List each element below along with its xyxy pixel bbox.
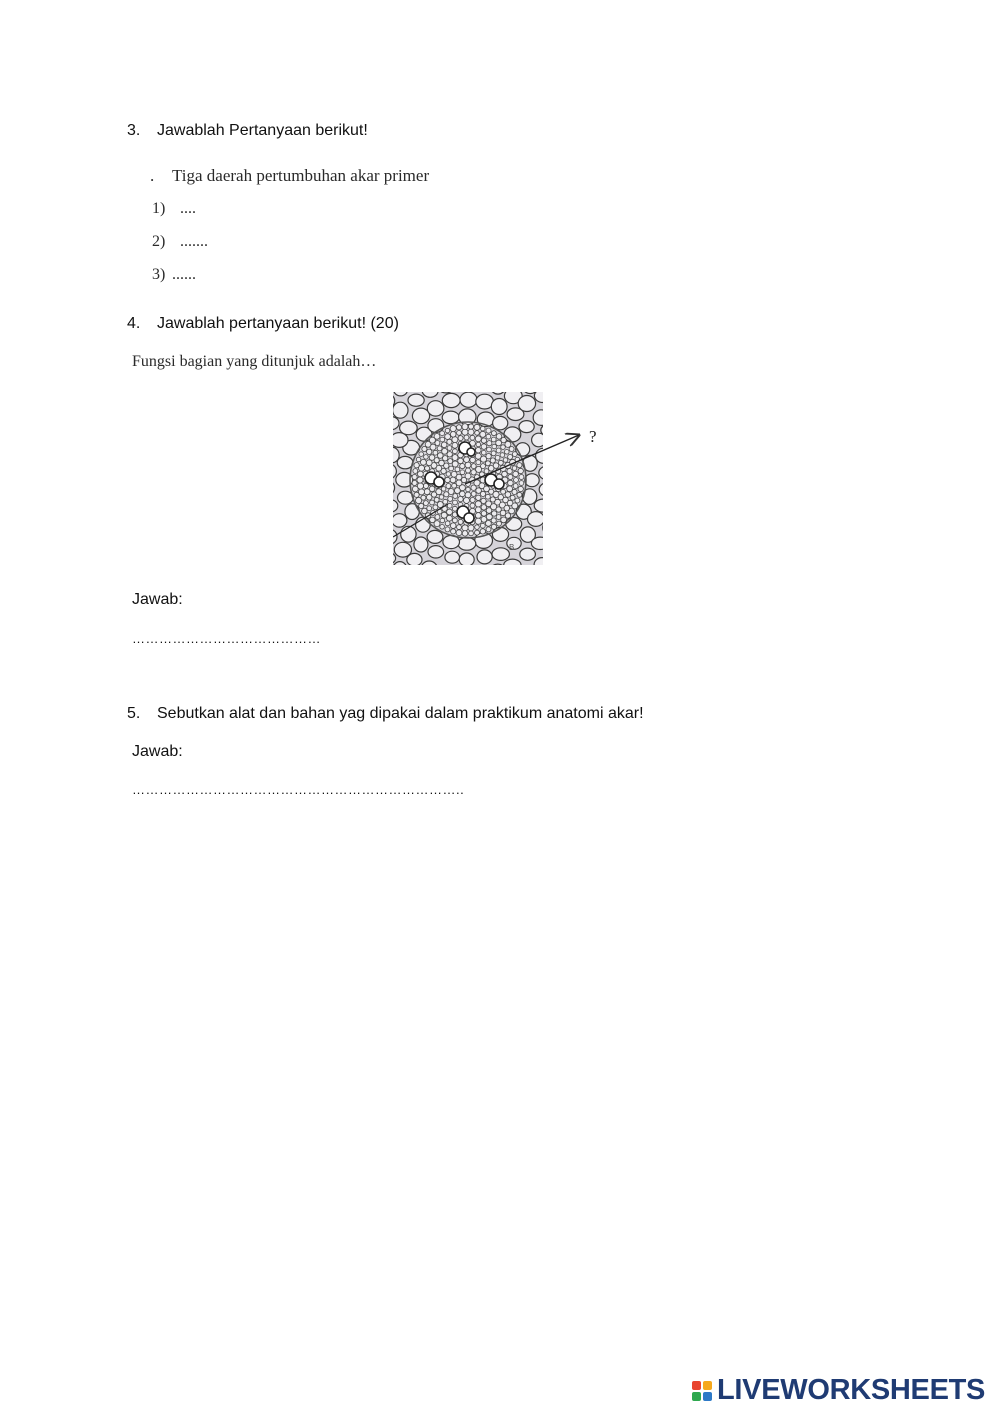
- tissue-cell: [573, 560, 590, 567]
- stele-cell: [442, 448, 448, 454]
- tissue-cell: [528, 512, 545, 527]
- item-number: 2): [152, 233, 166, 250]
- liveworksheets-logo: [692, 1374, 985, 1407]
- tissue-cell: [458, 537, 476, 550]
- logo-text: LIVEWORKSHEETS: [717, 1374, 986, 1406]
- stele-cell: [508, 454, 513, 459]
- question-4-heading: [127, 315, 399, 333]
- stele-cell: [501, 445, 506, 450]
- stele-cell: [501, 489, 506, 494]
- stele-cell: [496, 434, 502, 440]
- stele-cell: [439, 495, 444, 500]
- stele-cell: [497, 521, 502, 526]
- tissue-cell: [534, 558, 550, 567]
- stele-cell: [441, 487, 446, 492]
- stele-cell: [424, 489, 430, 495]
- question-3-title: Jawablah Pertanyaan berikut!: [157, 122, 368, 139]
- tissue-cell: [534, 499, 552, 512]
- stele-cell: [433, 450, 438, 455]
- stele-cell: [468, 525, 474, 531]
- stele-cell: [475, 431, 480, 436]
- stele-cell: [471, 464, 476, 469]
- stele-cell: [462, 531, 468, 537]
- stele-cell: [476, 442, 481, 447]
- stele-cell: [435, 441, 440, 446]
- stele-cell: [458, 436, 463, 441]
- stele-cell: [451, 471, 457, 477]
- stele-cell: [503, 458, 508, 463]
- stele-cell: [445, 527, 450, 532]
- stele-cell: [519, 475, 524, 480]
- stele-cell: [475, 507, 481, 513]
- stele-cell: [458, 458, 464, 464]
- tissue-cell: [533, 410, 549, 426]
- tissue-cell: [541, 424, 557, 436]
- stele-cell: [482, 450, 487, 455]
- stele-cell: [471, 491, 476, 496]
- stele-cell: [464, 497, 470, 503]
- question-3-subprompt: [150, 166, 429, 186]
- stele-cell: [464, 435, 469, 440]
- question-5-answer-line[interactable]: ………………………………………………………………..: [132, 782, 465, 797]
- stele-cell: [480, 491, 485, 496]
- stele-cell: [501, 517, 507, 523]
- tissue-cell: [571, 408, 588, 422]
- tissue-cell: [603, 497, 613, 510]
- tissue-cell: [547, 400, 562, 416]
- stele-cell: [491, 437, 496, 442]
- stele-cell: [496, 515, 501, 520]
- root-cross-section-diagram: [393, 392, 613, 567]
- stele-cell: [447, 509, 453, 515]
- stele-cell: [518, 468, 523, 473]
- item-answer-blank[interactable]: ....: [180, 200, 196, 217]
- stele-cell: [508, 474, 513, 479]
- stele-cell: [440, 518, 445, 523]
- stele-cell: [452, 443, 458, 449]
- stele-cell: [414, 492, 419, 497]
- question-4-title: Jawablah pertanyaan berikut! (20): [157, 315, 399, 332]
- tissue-cell: [525, 474, 539, 487]
- stele-cell: [450, 477, 456, 483]
- tissue-cell: [589, 457, 603, 472]
- tissue-cell: [534, 392, 551, 403]
- stele-cell: [435, 515, 440, 520]
- stele-cell: [487, 441, 492, 446]
- tissue-cell: [460, 392, 477, 407]
- stele-cell: [491, 431, 496, 436]
- tissue-cell: [556, 530, 571, 543]
- stele-cell: [508, 480, 514, 486]
- stele-cell: [430, 500, 435, 505]
- stele-cell: [481, 505, 486, 510]
- stele-cell: [505, 441, 511, 447]
- tissue-cell: [393, 514, 407, 527]
- stele-cell: [513, 471, 519, 477]
- stele-cell: [450, 432, 456, 438]
- tissue-cell: [583, 545, 600, 559]
- question-5-answer-label: Jawab:: [132, 743, 183, 760]
- stele-cell: [412, 480, 417, 485]
- tissue-cell: [532, 433, 546, 447]
- stele-cell: [458, 496, 463, 501]
- stele-cell: [441, 512, 447, 518]
- tissue-cell: [506, 518, 522, 531]
- stele-cell: [462, 424, 468, 430]
- stele-cell: [426, 460, 432, 466]
- stele-cell: [481, 464, 486, 469]
- stele-cell: [496, 448, 501, 453]
- stele-cell: [486, 521, 492, 527]
- stele-cell: [434, 434, 440, 440]
- stele-cell: [517, 492, 522, 497]
- tissue-cell: [585, 492, 603, 504]
- stele-cell: [513, 484, 518, 489]
- stele-cell: [423, 483, 428, 488]
- stele-cell: [486, 434, 491, 439]
- tissue-cell: [539, 466, 555, 480]
- tissue-cell: [571, 481, 585, 494]
- question-4-answer-label: Jawab:: [132, 591, 183, 608]
- stele-cell: [451, 529, 456, 534]
- question-3-item-3: [152, 266, 196, 284]
- stele-cell: [445, 521, 450, 526]
- stele-cell: [448, 459, 453, 464]
- question-3-item-2: [152, 233, 208, 251]
- stele-cell: [453, 518, 458, 523]
- tissue-cell: [550, 506, 566, 520]
- tissue-cell: [549, 564, 563, 567]
- stele-cell: [447, 439, 452, 444]
- tissue-cell: [408, 394, 424, 406]
- stele-cell: [445, 434, 451, 440]
- diagram-corner-mark: B: [509, 543, 515, 552]
- tissue-cell: [491, 399, 507, 415]
- question-3-heading: [127, 122, 368, 140]
- tissue-cell: [556, 491, 570, 504]
- stele-cell: [505, 450, 510, 455]
- tissue-cell: [584, 507, 600, 520]
- tissue-cell: [558, 415, 573, 428]
- stele-cell: [413, 469, 418, 474]
- tissue-cell: [428, 546, 444, 558]
- stele-cell: [475, 530, 480, 535]
- stele-cell: [447, 446, 452, 451]
- question-5-title: Sebutkan alat dan bahan yag dipakai dalam praktikum anatomi akar!: [157, 705, 644, 722]
- item-answer-blank[interactable]: .......: [180, 233, 208, 250]
- stele-cell: [492, 444, 497, 449]
- stele-cell: [457, 431, 462, 436]
- tissue-cell: [598, 431, 613, 444]
- tissue-cell: [591, 531, 607, 545]
- tissue-cell: [504, 559, 521, 567]
- question-5-number: 5.: [127, 705, 141, 722]
- stele-cell: [449, 466, 454, 471]
- stele-cell: [422, 446, 427, 451]
- stele-cell: [465, 462, 471, 468]
- stele-cell: [484, 469, 489, 474]
- stele-cell: [422, 508, 428, 514]
- stele-cell: [515, 498, 520, 503]
- stele-cell: [481, 444, 487, 450]
- stele-cell: [416, 457, 421, 462]
- stele-cell: [490, 458, 495, 463]
- tissue-cell: [560, 552, 577, 565]
- stele-cell: [440, 437, 445, 442]
- stele-cell: [476, 495, 481, 500]
- logo-icon: [692, 1381, 712, 1401]
- stele-cell: [447, 452, 452, 457]
- stele-cell: [414, 463, 419, 468]
- tissue-cell: [565, 517, 579, 530]
- stele-cell: [507, 486, 513, 492]
- stele-cell: [452, 461, 458, 467]
- tissue-cell: [570, 537, 585, 551]
- stele-cell: [453, 500, 458, 505]
- stele-cell: [505, 492, 511, 498]
- tissue-cell: [586, 401, 600, 415]
- stele-cell: [456, 425, 461, 430]
- tissue-cell: [394, 542, 411, 557]
- stele-cell: [470, 503, 475, 508]
- stele-cell: [500, 453, 505, 458]
- tissue-cell: [571, 463, 588, 478]
- tissue-cell: [589, 474, 606, 488]
- stele-cell: [412, 486, 418, 492]
- tissue-cell: [459, 553, 474, 566]
- tissue-cell: [445, 551, 460, 563]
- stele-cell: [441, 442, 447, 448]
- stele-cell: [453, 449, 458, 454]
- stele-cell: [470, 457, 476, 463]
- question-5-heading: [127, 705, 644, 723]
- tissue-cell: [393, 402, 408, 418]
- stele-cell: [429, 455, 435, 461]
- stele-cell: [518, 486, 523, 491]
- stele-cell: [480, 431, 486, 437]
- stele-cell: [419, 452, 424, 457]
- question-4-prompt: Fungsi bagian yang ditunjuk adalah…: [132, 353, 377, 370]
- stele-cell: [476, 460, 481, 465]
- stele-cell: [419, 503, 424, 508]
- stele-cell: [412, 474, 417, 479]
- tissue-cell: [492, 548, 509, 561]
- tissue-cell: [600, 516, 613, 529]
- tissue-cell: [568, 498, 584, 512]
- stele-cell: [486, 454, 491, 459]
- stele-cell: [480, 523, 485, 528]
- stele-cell: [517, 463, 522, 468]
- stele-cell: [468, 429, 474, 435]
- stele-cell: [425, 466, 430, 471]
- stele-cell: [443, 499, 448, 504]
- stele-cell: [421, 459, 427, 465]
- stele-cell: [486, 527, 491, 532]
- stele-cell: [474, 424, 480, 430]
- tissue-cell: [400, 421, 418, 435]
- stele-cell: [481, 438, 486, 443]
- stele-cell: [469, 531, 474, 536]
- question-4-answer-line[interactable]: ……………………………………: [132, 631, 321, 646]
- stele-cell: [433, 505, 438, 510]
- stele-cell: [452, 437, 458, 443]
- tissue-cell: [546, 544, 560, 558]
- subprompt-bullet: .: [150, 166, 155, 185]
- stele-cell: [416, 497, 422, 503]
- stele-cell: [481, 511, 486, 516]
- stele-cell: [486, 494, 491, 499]
- stele-cell: [423, 501, 428, 506]
- item-number: 1): [152, 200, 166, 217]
- stele-cell: [440, 431, 445, 436]
- tissue-cell: [554, 454, 571, 469]
- stele-cell: [505, 513, 510, 518]
- stele-cell: [507, 469, 512, 474]
- stele-cell: [465, 473, 471, 479]
- stele-cell: [430, 517, 436, 523]
- stele-cell: [446, 484, 451, 489]
- stele-cell: [450, 523, 456, 529]
- stele-cell: [434, 497, 439, 502]
- diagram-question-label: ?: [589, 427, 597, 446]
- stele-cell: [514, 478, 519, 483]
- stele-cell: [502, 471, 508, 477]
- tissue-cell: [428, 419, 444, 433]
- stele-cell: [512, 452, 517, 457]
- stele-cell: [476, 447, 482, 453]
- stele-cell: [491, 451, 496, 456]
- tissue-cell: [606, 482, 613, 494]
- stele-cell: [424, 455, 429, 460]
- tissue-cell: [569, 448, 585, 463]
- stele-cell: [458, 519, 463, 524]
- item-answer-blank[interactable]: ......: [172, 266, 196, 283]
- tissue-cell: [427, 530, 443, 543]
- stele-cell: [470, 497, 475, 502]
- stele-cell: [466, 487, 471, 492]
- tissue-cell: [562, 393, 576, 408]
- stele-cell: [456, 480, 462, 486]
- stele-cell: [447, 503, 452, 508]
- stele-cell: [485, 461, 490, 466]
- tissue-cell: [578, 523, 593, 536]
- item-number: 3): [152, 266, 166, 283]
- stele-cell: [445, 428, 450, 433]
- cell-tissue: [393, 392, 613, 567]
- tissue-cell: [543, 520, 557, 535]
- stele-cell: [466, 468, 471, 473]
- stele-cell: [501, 437, 506, 442]
- stele-cell: [444, 492, 449, 497]
- stele-cell: [475, 525, 480, 530]
- stele-cell: [475, 501, 481, 507]
- stele-cell: [427, 506, 432, 511]
- stele-cell: [491, 524, 496, 529]
- stele-cell: [468, 424, 473, 429]
- question-3-item-1: [152, 200, 196, 218]
- stele-cell: [493, 463, 499, 469]
- stele-cell: [519, 481, 524, 486]
- stele-cell: [470, 435, 475, 440]
- tissue-cell: [549, 392, 566, 394]
- stele-cell: [450, 426, 456, 432]
- stele-cell: [512, 466, 517, 471]
- tissue-cell: [414, 537, 428, 552]
- question-4-number: 4.: [127, 315, 141, 332]
- tissue-cell: [602, 446, 613, 461]
- stele-cell: [498, 460, 503, 465]
- stele-cell: [417, 477, 423, 483]
- tissue-cell: [397, 456, 413, 468]
- stele-cell: [455, 467, 460, 472]
- stele-cell: [487, 447, 492, 452]
- stele-cell: [465, 492, 471, 498]
- tissue-cell: [401, 526, 416, 542]
- stele-cell: [495, 455, 500, 460]
- stele-cell: [480, 529, 485, 534]
- stele-cell: [462, 525, 468, 531]
- stele-cell: [446, 472, 451, 477]
- stele-cell: [486, 508, 492, 514]
- tissue-cell: [442, 393, 460, 407]
- stele-cell: [486, 428, 491, 433]
- stele-cell: [460, 464, 465, 469]
- stele-cell: [509, 447, 514, 452]
- tissue-cell: [427, 401, 444, 416]
- question-3-number: 3.: [127, 122, 141, 139]
- subprompt-text: Tiga daerah pertumbuhan akar primer: [172, 166, 430, 185]
- stele-cell: [491, 518, 496, 523]
- stele-cell: [453, 494, 458, 499]
- tissue-cell: [557, 472, 572, 486]
- stele-cell: [456, 530, 462, 536]
- stele-cell: [455, 488, 461, 494]
- stele-cell: [512, 489, 517, 494]
- stele-cell: [452, 483, 457, 488]
- tissue-cell: [603, 465, 614, 479]
- stele-cell: [437, 446, 442, 451]
- stele-cell: [481, 426, 486, 431]
- stele-cell: [510, 495, 515, 500]
- stele-cell: [448, 496, 453, 501]
- stele-cell: [457, 525, 462, 530]
- tissue-cell: [477, 550, 492, 564]
- stele-cell: [475, 513, 481, 519]
- stele-cell: [445, 477, 450, 482]
- tissue-cell: [531, 537, 549, 549]
- stele-cell: [440, 525, 445, 530]
- tissue-cell: [442, 411, 459, 424]
- tissue-cell: [518, 396, 535, 412]
- stele-cell: [418, 471, 424, 477]
- stele-cell: [426, 495, 432, 501]
- tissue-cell: [539, 483, 555, 497]
- tissue-cell: [574, 392, 590, 399]
- stele-cell: [452, 455, 458, 461]
- stele-cell: [460, 470, 465, 475]
- tissue-cell: [405, 504, 419, 520]
- stele-cell: [464, 457, 470, 463]
- tissue-cell: [520, 548, 536, 560]
- tissue-cell: [519, 421, 534, 433]
- stele-cell: [475, 518, 481, 524]
- stele-cell: [471, 485, 476, 490]
